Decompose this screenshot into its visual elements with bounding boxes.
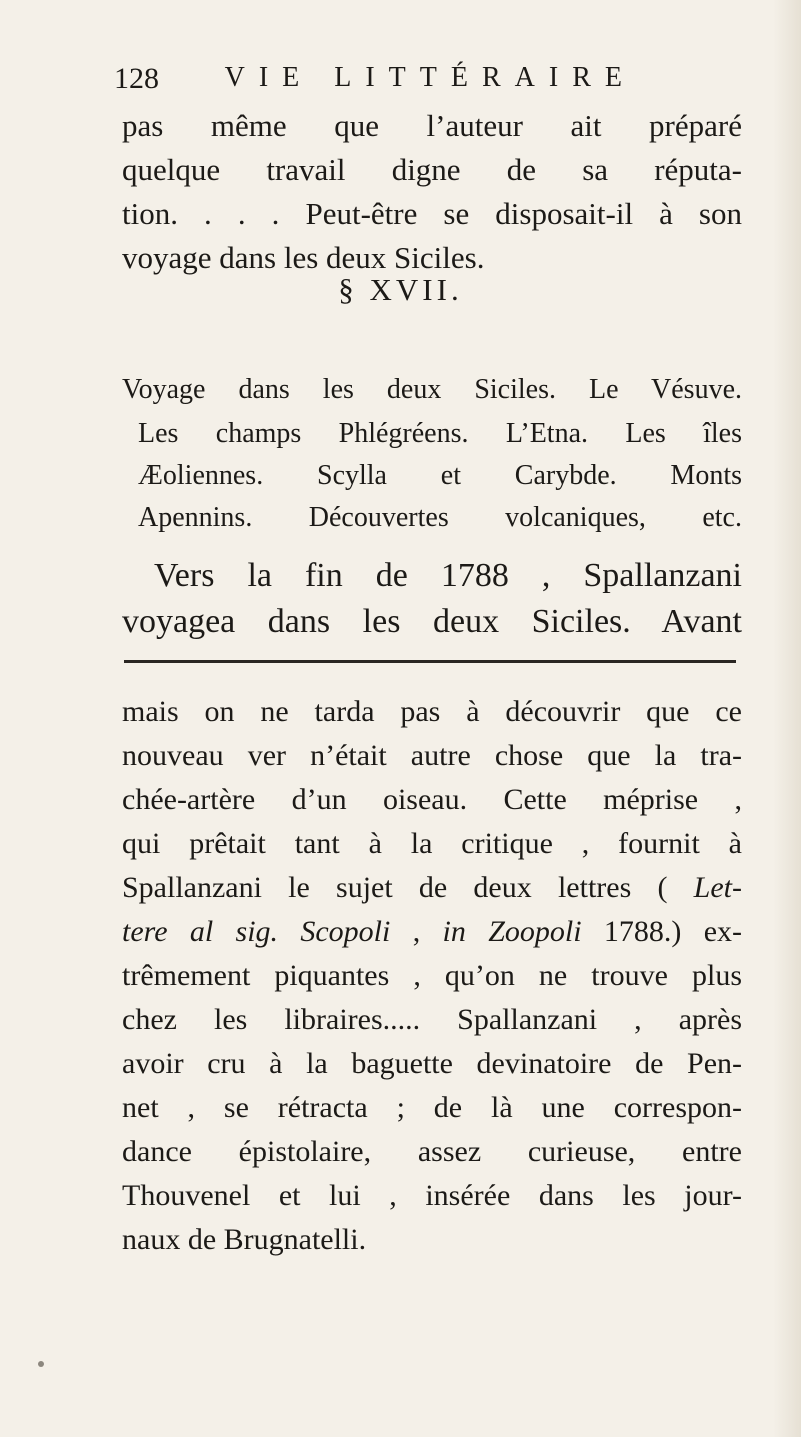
text-line: pas même que l’auteur ait préparé bbox=[122, 108, 742, 143]
footnote-text: Spallanzani le sujet de deux lettres ( bbox=[122, 871, 694, 904]
summary-line: Les champs Phlégréens. L’Etna. Les îles bbox=[138, 418, 742, 449]
footnote-line: chez les libraires..... Spallanzani , après bbox=[122, 1003, 742, 1036]
footnote-line bbox=[122, 914, 742, 950]
text-line: voyage dans les deux Siciles. bbox=[122, 240, 485, 275]
footnote-text: 1788.) ex- bbox=[581, 915, 743, 948]
footnote-line: nouveau ver n’était autre chose que la tra- bbox=[122, 739, 742, 772]
footnote-line: chée-artère d’un oiseau. Cette méprise , bbox=[122, 783, 742, 816]
text-line: voyagea dans les deux Siciles. Avant bbox=[122, 603, 742, 640]
text-line: tion. . . . Peut-être se disposait-il à son bbox=[122, 196, 742, 231]
footnote-line: mais on ne tarda pas à découvrir que ce bbox=[122, 695, 742, 728]
summary-line: Voyage dans les deux Siciles. Le Vésuve. bbox=[122, 374, 742, 405]
footnote-line: naux de Brugnatelli. bbox=[122, 1223, 367, 1256]
footnote-text: , bbox=[390, 915, 443, 948]
footnote-line: qui prêtait tant à la critique , fournit à bbox=[122, 827, 742, 860]
footnote-italic: tere al sig. Scopoli bbox=[122, 915, 391, 948]
page-edge-shadow bbox=[773, 0, 801, 1437]
footnote-italic: Let- bbox=[693, 871, 742, 904]
page-number: 128 bbox=[114, 62, 159, 95]
footnote-rule bbox=[124, 660, 736, 663]
running-title: VIE LITTÉRAIRE bbox=[224, 62, 636, 93]
running-header bbox=[114, 62, 636, 96]
summary-line: Æoliennes. Scylla et Carybde. Monts bbox=[138, 460, 742, 491]
footnote-line: net , se rétracta ; de là une correspon- bbox=[122, 1091, 742, 1124]
footnote-line: Thouvenel et lui , insérée dans les jour- bbox=[122, 1179, 742, 1212]
summary-line: Apennins. Découvertes volcaniques, etc. bbox=[138, 502, 742, 533]
ink-speck bbox=[38, 1361, 44, 1367]
footnote-line bbox=[122, 870, 742, 906]
footnote-line: dance épistolaire, assez curieuse, entre bbox=[122, 1135, 742, 1168]
text-line: quelque travail digne de sa réputa- bbox=[122, 152, 742, 187]
section-heading: § XVII. bbox=[338, 272, 463, 307]
footnote-line: trêmement piquantes , qu’on ne trouve plus bbox=[122, 959, 742, 992]
footnote-italic: in Zoopoli bbox=[442, 915, 582, 948]
text-line: Vers la fin de 1788 , Spallanzani bbox=[154, 557, 742, 594]
footnote-line: avoir cru à la baguette devinatoire de Pen- bbox=[122, 1047, 742, 1080]
